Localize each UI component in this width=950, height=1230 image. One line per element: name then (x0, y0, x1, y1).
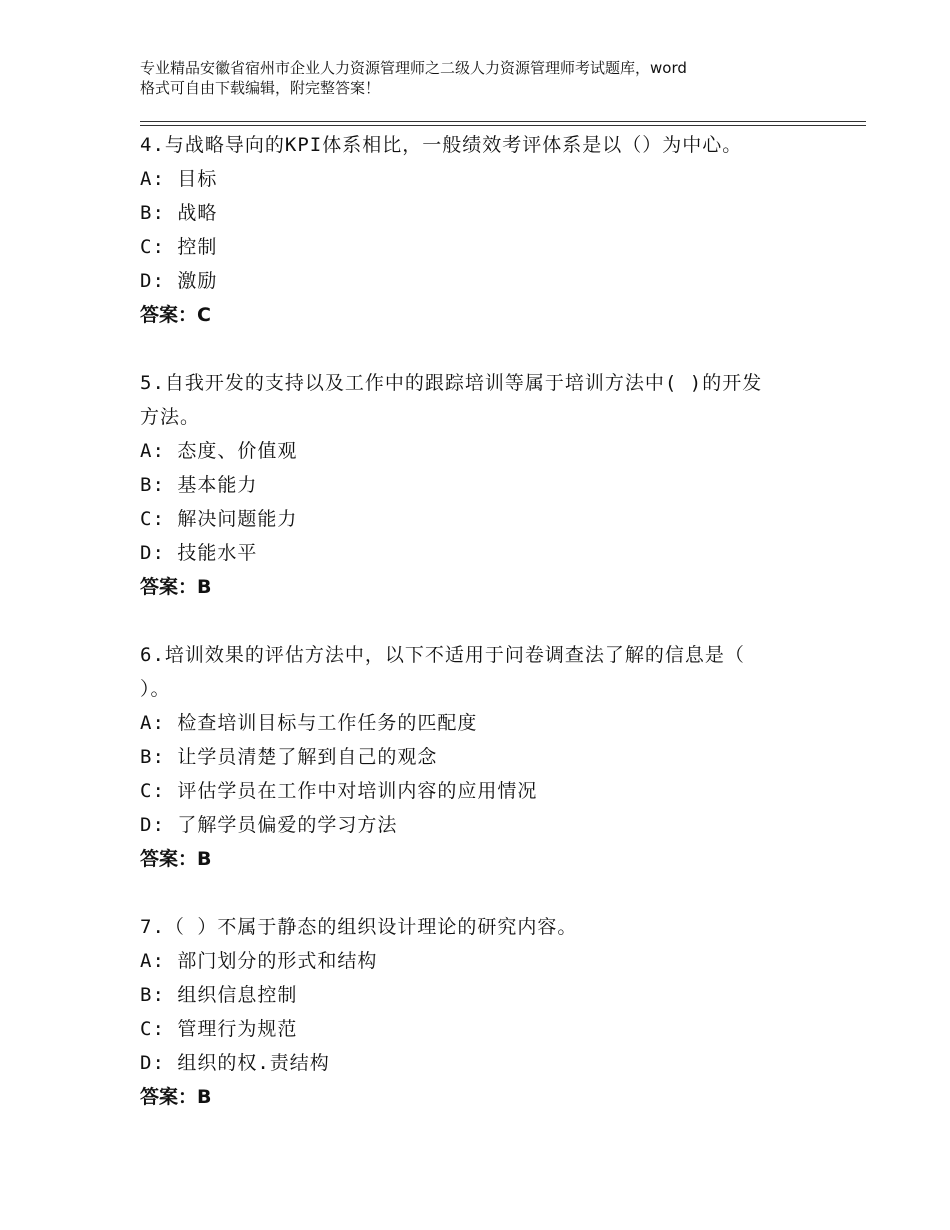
answer-line (140, 842, 840, 876)
question-spacer (140, 604, 840, 638)
question-stem: 4.与战略导向的KPI体系相比，一般绩效考评体系是以（）为中心。 (140, 134, 743, 156)
header-divider-top (140, 121, 866, 122)
question-stem-continued: 方法。 (140, 406, 201, 428)
question-5 (140, 366, 840, 604)
answer-label: 答案： (140, 848, 198, 870)
answer-value: C (197, 304, 211, 326)
question-spacer (140, 876, 840, 910)
option-a: A: 态度、价值观 (140, 440, 298, 462)
option-c: C: 管理行为规范 (140, 1018, 298, 1040)
answer-label: 答案： (140, 576, 198, 598)
header-divider-bottom (140, 125, 866, 126)
option-b: B: 战略 (140, 202, 218, 224)
option-b: B: 基本能力 (140, 474, 258, 496)
option-a: A: 检查培训目标与工作任务的匹配度 (140, 712, 478, 734)
header-line-1: 专业精品安徽省宿州市企业人力资源管理师之二级人力资源管理师考试题库，word (140, 59, 687, 77)
option-c: C: 解决问题能力 (140, 508, 298, 530)
question-7 (140, 910, 840, 1114)
answer-label: 答案： (140, 304, 198, 326)
question-spacer (140, 332, 840, 366)
answer-value: B (197, 576, 212, 598)
option-d: D: 了解学员偏爱的学习方法 (140, 814, 398, 836)
question-stem: 5.自我开发的支持以及工作中的跟踪培训等属于培训方法中( )的开发 (140, 372, 763, 394)
question-stem-continued: ）。 (140, 678, 171, 700)
question-stem: 6.培训效果的评估方法中，以下不适用于问卷调查法了解的信息是（ (140, 644, 745, 666)
answer-line (140, 570, 840, 604)
option-d: D: 技能水平 (140, 542, 258, 564)
question-list (140, 128, 840, 1114)
question-6 (140, 638, 840, 876)
option-d: D: 组织的权.责结构 (140, 1052, 330, 1074)
option-b: B: 让学员清楚了解到自己的观念 (140, 746, 438, 768)
option-c: C: 控制 (140, 236, 218, 258)
option-b: B: 组织信息控制 (140, 984, 298, 1006)
question-4 (140, 128, 840, 332)
answer-line (140, 1080, 840, 1114)
header-line-2: 格式可自由下载编辑，附完整答案！ (140, 79, 381, 97)
answer-value: B (197, 848, 212, 870)
answer-value: B (197, 1086, 212, 1108)
option-c: C: 评估学员在工作中对培训内容的应用情况 (140, 780, 538, 802)
document-header (140, 58, 840, 98)
answer-label: 答案： (140, 1086, 198, 1108)
option-a: A: 部门划分的形式和结构 (140, 950, 378, 972)
option-a: A: 目标 (140, 168, 218, 190)
answer-line (140, 298, 840, 332)
question-stem: 7.（ ）不属于静态的组织设计理论的研究内容。 (140, 916, 578, 938)
option-d: D: 激励 (140, 270, 218, 292)
